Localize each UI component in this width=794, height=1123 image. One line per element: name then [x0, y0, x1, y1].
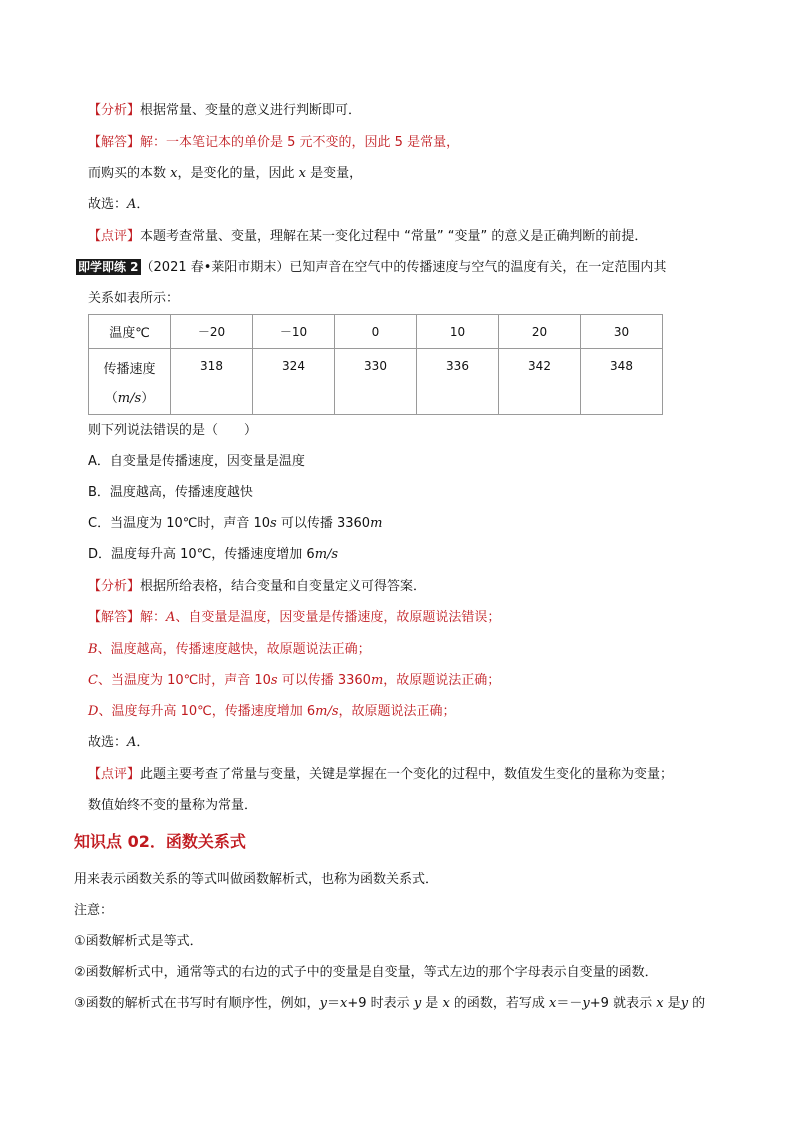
paren: （ [104, 390, 118, 406]
solution-tag: 【解答】 [88, 610, 141, 625]
answer-letter: A [127, 197, 137, 212]
table-cell: 324 [253, 349, 335, 415]
comment-line-2 [88, 766, 673, 784]
solution-line-c [88, 672, 500, 690]
text-run: 是变量， [305, 166, 363, 181]
text-run: 是 [663, 996, 681, 1011]
question-text: 则下列说法错误的是（ ） [88, 423, 258, 438]
note-text: 注意： [74, 903, 114, 918]
exercise-intro-line [76, 259, 666, 277]
var-x: x [442, 996, 450, 1011]
option-letter: A [166, 610, 176, 625]
text-run: 、自变量是温度，因变量是传播速度，故原题说法错误； [175, 610, 501, 625]
var-y: y [680, 996, 689, 1011]
text-run: 可以传播 3360 [276, 516, 371, 531]
option-a [88, 453, 305, 471]
unit: m [370, 516, 383, 531]
text-run: 是 [421, 996, 443, 1011]
solution-line-b [88, 641, 371, 659]
table-cell: －10 [253, 315, 335, 349]
option-b [88, 484, 253, 502]
text-run: 的 [688, 996, 706, 1011]
solution-line-a [88, 609, 500, 627]
table-cell: 342 [499, 349, 581, 415]
solution-line-1 [88, 134, 459, 152]
speed-unit-label [89, 387, 170, 406]
note-item-2 [74, 964, 658, 982]
comment-tag: 【点评】 [88, 229, 141, 244]
text-run: 、温度越高，传播速度越快，故原题说法正确； [97, 642, 371, 657]
var-y: y [413, 996, 422, 1011]
analysis-text: 根据常量、变量的意义进行判断即可． [140, 103, 362, 118]
var-x: x [298, 166, 306, 181]
text-run: 故选： [88, 735, 128, 750]
table-cell: 336 [417, 349, 499, 415]
analysis-line-1 [88, 102, 361, 120]
text-run: ＝ [327, 996, 341, 1011]
text-run: ＝－ [556, 996, 583, 1011]
option-letter: D [88, 704, 99, 719]
text-run: D．温度每升高 10℃，传播速度增加 6 [88, 547, 315, 562]
question-line [88, 422, 257, 440]
text-run: 而购买的本数 [88, 166, 171, 181]
text-run: 解： [140, 610, 167, 625]
text-run: 的函数，若写成 [449, 996, 550, 1011]
analysis-text: 根据所给表格，结合变量和自变量定义可得答案． [140, 579, 427, 594]
var-x: x [549, 996, 557, 1011]
var-y: y [319, 996, 328, 1011]
var-x: x [170, 166, 178, 181]
choose-line-2 [88, 734, 149, 752]
analysis-line-2 [88, 578, 426, 596]
row-label-speed [89, 349, 171, 415]
unit: m [370, 673, 384, 688]
exercise-badge: 即学即练 2 [78, 260, 139, 274]
option-d [88, 546, 338, 564]
note-item-3 [74, 995, 705, 1013]
choose-line [88, 196, 149, 214]
unit: m/s [117, 390, 142, 406]
text-run: 可以传播 3360 [277, 673, 371, 688]
table-cell: 348 [581, 349, 663, 415]
text-run: ，故原题说法正确； [338, 704, 456, 719]
solution-line-d [88, 703, 456, 721]
text-run: ③函数的解析式在书写时有顺序性，例如， [74, 996, 320, 1011]
text-run: ，是变化的量，因此 [177, 166, 299, 181]
option-b-text: B．温度越高，传播速度越快 [88, 485, 253, 500]
comment-line-3 [88, 797, 257, 815]
text-run: ，故原题说法正确； [383, 673, 501, 688]
text-run: 、当温度为 10℃时，声音 10 [97, 673, 271, 688]
unit: m/s [315, 704, 339, 719]
comment-tag: 【点评】 [88, 767, 141, 782]
note-item-1-text: ①函数解析式是等式． [74, 934, 203, 949]
table-row-temperature [89, 315, 663, 349]
table-cell: 20 [499, 315, 581, 349]
table-cell: 0 [335, 315, 417, 349]
speed-label: 传播速度 [103, 361, 156, 377]
exercise-intro: （2021 春•莱阳市期末）已知声音在空气中的传播速度与空气的温度有关，在一定范围内其 [140, 260, 667, 275]
section-heading: 知识点 02．函数关系式 [74, 832, 246, 851]
table-cell: －20 [171, 315, 253, 349]
table-cell: 330 [335, 349, 417, 415]
var-y: y [582, 996, 590, 1011]
table-cell: 30 [581, 315, 663, 349]
text-run: ． [136, 735, 150, 750]
text-run: 、温度每升高 10℃，传播速度增加 6 [98, 704, 316, 719]
solution-line-2 [88, 165, 362, 183]
var-x: x [656, 996, 664, 1011]
unit: m/s [314, 547, 339, 562]
analysis-tag: 【分析】 [88, 103, 141, 118]
text-run: +9 [589, 996, 609, 1011]
var-x: x [340, 996, 348, 1011]
option-c [88, 515, 382, 533]
analysis-tag: 【分析】 [88, 579, 141, 594]
definition-text: 用来表示函数关系的等式叫做函数解析式，也称为函数关系式． [74, 872, 439, 887]
table-row-speed [89, 349, 663, 415]
note-label [74, 902, 113, 920]
speed-temperature-table [88, 314, 663, 415]
comment-text-2: 数值始终不变的量称为常量． [88, 798, 258, 813]
unit: s [270, 673, 278, 688]
exercise-intro-2: 关系如表所示： [88, 291, 180, 306]
text-run: ． [136, 197, 150, 212]
option-letter: B [88, 642, 98, 657]
table-cell: 318 [171, 349, 253, 415]
note-item-1 [74, 933, 203, 951]
definition-line [74, 871, 438, 889]
solution-text: 解：一本笔记本的单价是 5 元不变的，因此 5 是常量， [140, 135, 460, 150]
comment-text: 本题考查常量、变量，理解在某一变化过程中 “常量” “变量” 的意义是正确判断的前提． [140, 229, 648, 244]
option-a-text: A．自变量是传播速度，因变量是温度 [88, 454, 305, 469]
option-letter: C [88, 673, 98, 688]
comment-line [88, 228, 647, 246]
answer-letter: A [127, 735, 137, 750]
text-run: +9 [347, 996, 367, 1011]
text-run: C．当温度为 10℃时，声音 10 [88, 516, 271, 531]
solution-tag: 【解答】 [88, 135, 141, 150]
row-label-temperature: 温度℃ [89, 315, 171, 349]
paren: ） [141, 390, 155, 406]
text-run: 就表示 [608, 996, 657, 1011]
note-item-2-text: ②函数解析式中，通常等式的右边的式子中的变量是自变量，等式左边的那个字母表示自变量的函数． [74, 965, 658, 980]
exercise-intro-line-2 [88, 290, 179, 308]
text-run: 时表示 [366, 996, 414, 1011]
comment-text: 此题主要考查了常量与变量，关键是掌握在一个变化的过程中，数值发生变化的量称为变量； [140, 767, 674, 782]
table-cell: 10 [417, 315, 499, 349]
unit: s [270, 516, 277, 531]
text-run: 故选： [88, 197, 128, 212]
